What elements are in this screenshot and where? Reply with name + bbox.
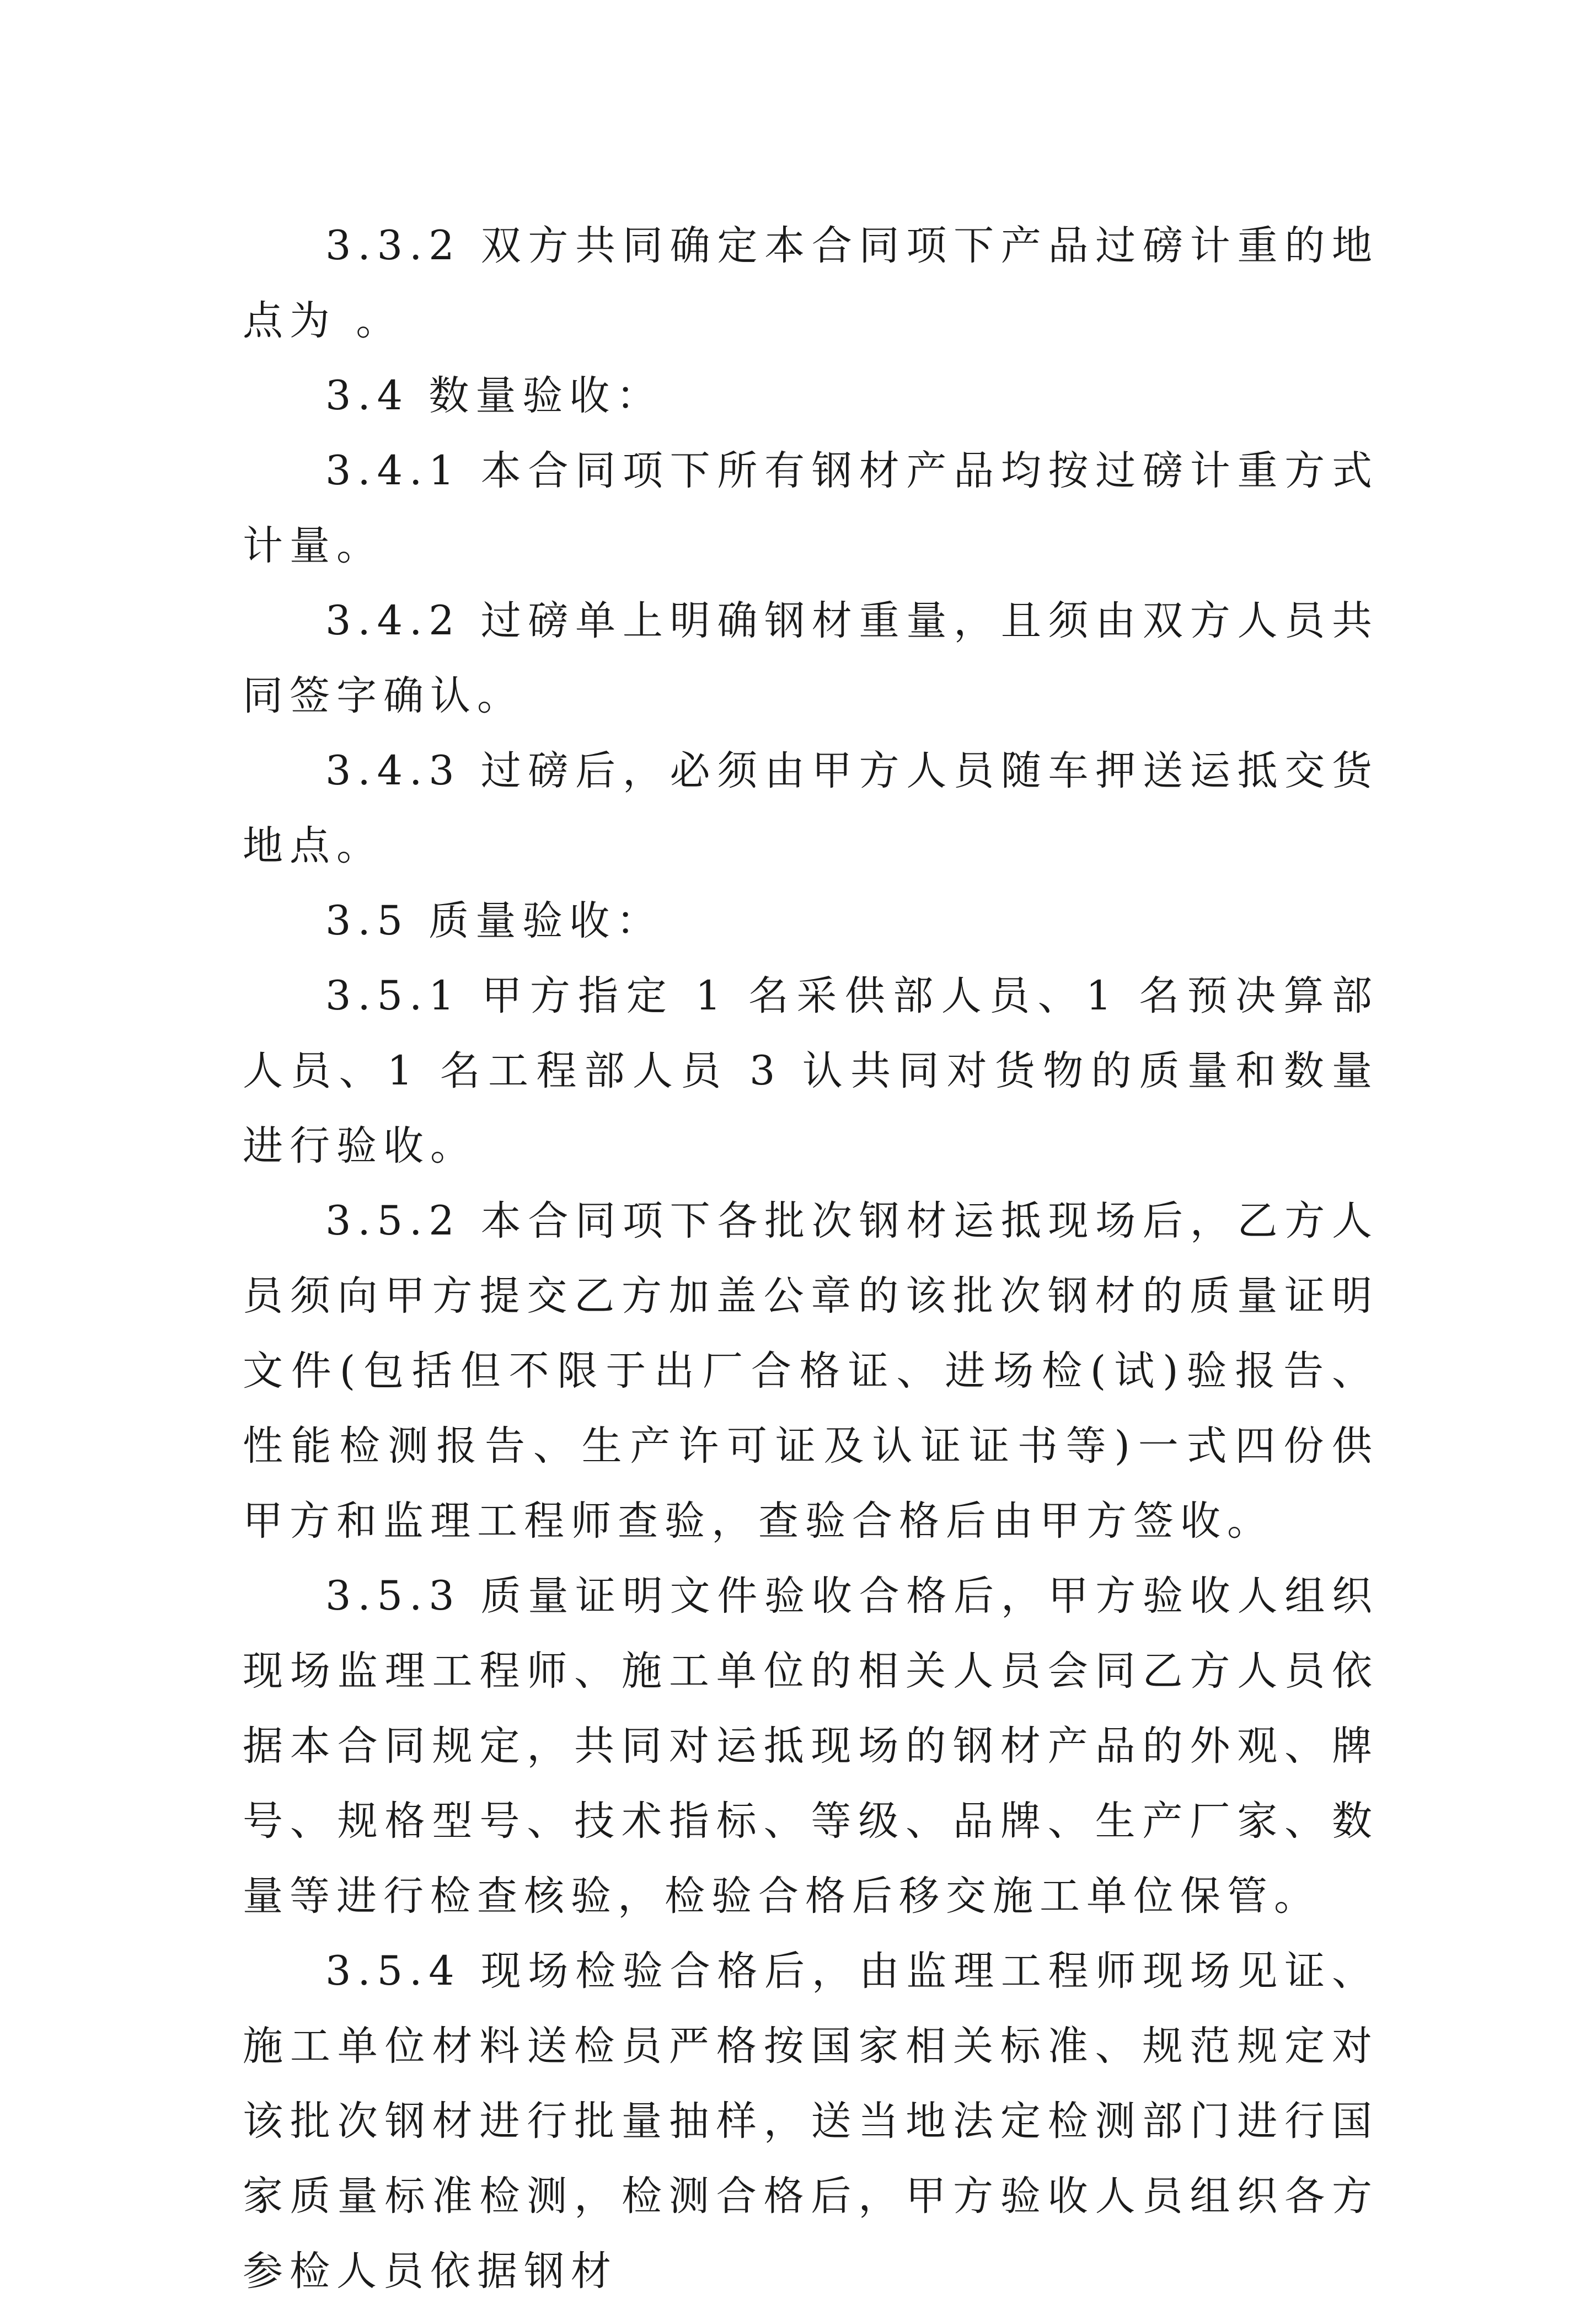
- heading-3-5-quality-acceptance: 3.5 质量验收：: [325, 897, 663, 944]
- paragraph-3-4-1: 3.4.1 本合同项下所有钢材产品均按过磅计重方式计量。: [243, 447, 1379, 569]
- paragraph-3-3-2: 3.3.2 双方共同确定本合同项下产品过磅计重的地点为 。: [243, 222, 1379, 344]
- paragraph-3-4-2: 3.4.2 过磅单上明确钢材重量，且须由双方人员共同签字确认。: [243, 597, 1379, 719]
- paragraph-3-5-2: 3.5.2 本合同项下各批次钢材运抵现场后，乙方人员须向甲方提交乙方加盖公章的该批次钢材的质量证明文件(包括但不限于出厂合格证、进场检(试)验报告、性能检测报告、生产许可证及认证证书等)一式四份供甲方和监理工程师查验，查验合格后由甲方签收。: [243, 1198, 1379, 1544]
- heading-3-4-quantity-acceptance: 3.4 数量验收：: [325, 372, 663, 419]
- document-body: [243, 209, 1379, 2309]
- paragraph-3-5-3: 3.5.3 质量证明文件验收合格后，甲方验收人组织现场监理工程师、施工单位的相关人员会同乙方人员依据本合同规定，共同对运抵现场的钢材产品的外观、牌号、规格型号、技术指标、等级、品牌、生产厂家、数量等进行检查核验，检验合格后移交施工单位保管。: [243, 1573, 1379, 1920]
- paragraph-3-5-1: 3.5.1 甲方指定 1 名采供部人员、1 名预决算部人员、1 名工程部人员 3 认共同对货物的质量和数量进行验收。: [243, 972, 1379, 1169]
- paragraph-3-5-4: 3.5.4 现场检验合格后，由监理工程师现场见证、施工单位材料送检员严格按国家相关标准、规范规定对该批次钢材进行批量抽样，送当地法定检测部门进行国家质量标准检测，检测合格后，甲方验收人员组织各方参检人员依据钢材: [243, 1948, 1379, 2295]
- paragraph-3-4-3: 3.4.3 过磅后，必须由甲方人员随车押送运抵交货地点。: [243, 747, 1379, 869]
